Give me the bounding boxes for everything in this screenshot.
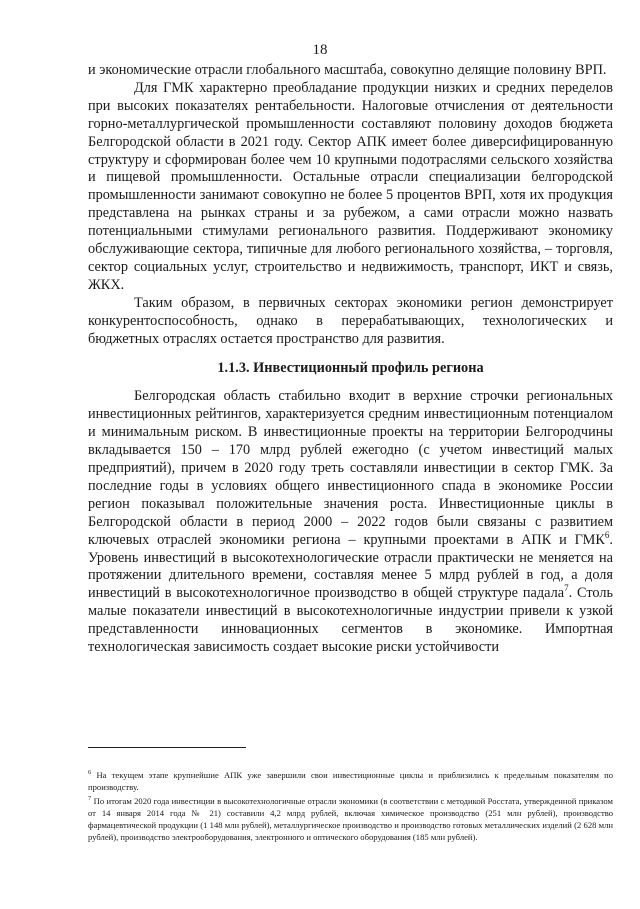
page-number: 18 bbox=[312, 42, 328, 58]
investment-text-part-1: Белгородская область стабильно входит в верхние строчки региональных инвестиционных рейтингов, характеризуется средним инвестиционным потенциалом и минимальным риском. В инвестиционные проекты на территории Белгородчины вкладывается 150 – 170 млрд рублей ежегодно (с учетом инвестиций малых предприятий), причем в 2020 году треть составляли инвестиции в сектор ГМК. За последние годы в условиях общего инвестиционного спада в экономике России регион показывал положительные значения роста. Инвестиционные циклы в Белгородской области в период 2000 – 2022 годов были связаны с развитием ключевых отраслей экономики региона – крупными проектами в АПК и ГМК bbox=[88, 388, 613, 548]
footnote-text: По итогам 2020 года инвестиции в высокотехнологичные отрасли экономики (в соответствии с методикой Росстата, утвержденной приказом от 14 января 2014 года № 21) составили 4,2 млрд рублей, включая химическое производство (251 млн рублей), производство фармацевтической продукции (1 148 млн рублей), металлургическое производство и производство готовых металлических изделий (2 628 млн рублей), производство электрооборудования, электронного и оптического оборудования (185 млн рублей). bbox=[88, 796, 613, 842]
footnotes bbox=[88, 769, 613, 845]
section-heading: 1.1.3. Инвестиционный профиль региона bbox=[217, 359, 484, 376]
paragraph-continuation: и экономические отрасли глобального масштаба, совокупно делящие половину ВРП. bbox=[88, 62, 607, 78]
investment-text-part-2: . Уровень инвестиций в высокотехнологические отрасли практически не меняется на протяжении длительного времени, составляя менее 5 млрд рублей в год, а доля инвестиций в высокотехнологичное производство в общей структуре падала bbox=[88, 531, 613, 602]
footnote-text: На текущем этапе крупнейшие АПК уже завершили свои инвестиционные циклы и приблизились к предельным показателям по производству. bbox=[88, 770, 613, 792]
footnote-ref-6: 6 bbox=[604, 529, 610, 540]
investment-text-part-3: . Столь малые показатели инвестиций в высокотехнологичные индустрии привели к узкой представленности инновационных сегментов в экономике. Импортная технологическая зависимость создает высокие риски устойчивости bbox=[88, 585, 613, 656]
footnote-separator bbox=[88, 747, 246, 748]
footnote-number: 6 bbox=[88, 769, 92, 777]
footnote-6 bbox=[88, 769, 613, 793]
footnote-ref-7: 7 bbox=[564, 583, 569, 594]
paragraph-conclusion: Таким образом, в первичных секторах экономики регион демонстрирует конкурентоспособность, однако в перерабатывающих, технологических и бюджетных отраслях остается пространство для развития. bbox=[88, 294, 613, 347]
footnote-7 bbox=[88, 795, 613, 843]
footnote-number: 7 bbox=[88, 795, 92, 803]
main-text bbox=[88, 62, 613, 657]
paragraph-gmk: Для ГМК характерно преобладание продукции низких и средних переделов при высоких показателях рентабельности. Налоговые отчисления от деятельности горно-металлургической промышленности составляют половину доходов бюджета Белгородской области в 2021 году. Сектор АПК имеет более диверсифицированную структуру и сформирован более чем 10 крупными подотраслями сельского хозяйства и пищевой промышленности. Остальные отрасли специализации белгородской промышленности занимают совокупно не более 5 процентов ВРП, хотя их продукция представлена на рынках страны и за рубежом, а сами отрасли можно назвать потенциальными стимулами регионального развития. Поддерживают экономику обслуживающие сектора, типичные для любого регионального хозяйства, – торговля, сектор социальных услуг, строительство и недвижимость, транспорт, ИКТ и связь, ЖКХ. bbox=[88, 79, 613, 293]
paragraph-investment bbox=[88, 388, 613, 657]
